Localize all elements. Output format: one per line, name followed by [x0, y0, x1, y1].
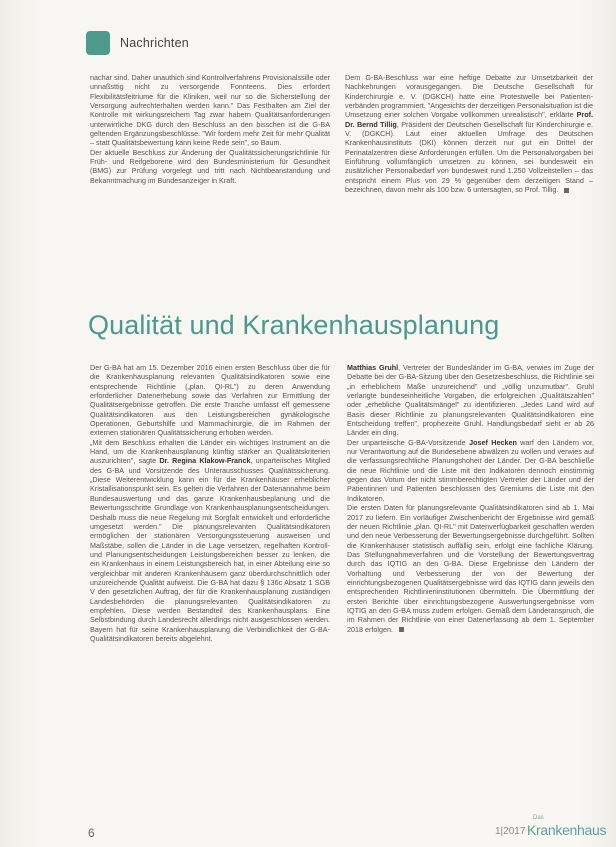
issue-number: 1|2017	[495, 826, 526, 837]
bottom-left-column	[90, 363, 330, 643]
section-header	[86, 30, 189, 56]
top-right-column	[345, 73, 593, 194]
paragraph-text: „Mit dem Beschluss erhalten die Länder ein wichtiges Instrument an die Hand, um die Krankenhausplanung künftig stärker an Qualitätskriterien auszurichten", sagte	[90, 437, 330, 466]
page-number: 6	[88, 826, 95, 840]
person-name: Josef Hecken	[469, 437, 517, 447]
article-title: Qualität und Krankenhausplanung	[88, 310, 500, 340]
top-left-paragraph-2: Der aktuelle Beschluss zur Änderung der Qualitätssicherungsrichtlinie für Früh- und Reifgeborene wird den Bundesministerium für Gesundheit (BMG) zur Prüfung vorgelegt und tritt nach Nichtbeanstandung und Bekanntmachung im Bundesanzeiger in Kraft.	[90, 147, 330, 185]
person-name: Prof. Dr. Bernd Tillig	[345, 110, 593, 129]
top-left-column	[90, 73, 330, 185]
bottom-right-column	[347, 363, 594, 634]
top-left-paragraph-1: nachar sind. Daher unauthich sind Kontrollverfahrens Provisionalssille oder unnaßsttig nicht zu versorgende Fonnteens. Dies erfordert Flexibilitätsfeitriume für die Kliniken, weil nur so die Sicherstellung der Versorgung aufrechterhalten werden kann." Das Festhalten am Ziel der Kontrolle mit wirkungsreichem Tag zwar habern Qualitätsanforderungen unterwirrliche DKG durch den Beschluss an den bisschen ist die G-BA geltenden Ergänzungsbeschlüsse. "Wir fordern mehr Zeit für mehr Qualität – statt Qualitätsbewertung kann keine Rede sein", so Baum.	[90, 73, 330, 148]
person-name: Dr. Regina Klakow-Franck	[159, 456, 251, 466]
paragraph-text: , unparteiisches Mitglied des G-BA und Vorsitzende des Unterausschusses Qualitätssicherung. „Diese Weiterentwicklung kann ein für die Krankenhäuser erheblicher Kristallisationspunkt sein. Es gelten die Verfahren der Datenannahme beim Bundesauswertung und das ganze Krankenhausbeplanung und die Bewertungsschritte Grundlage von Krankenhausplanungsentscheidungen. Deshalb muss die neue Regelung mit Sorgfalt entwickelt und erforderliche umgesetzt werden." Die planungsrelevanten Qualitätsindikatoren ermöglichen der stationären Versorgungssteuerung ausweisen und Maßstäbe, sollen die Länder in die Lage versetzen, regelhaften Kontroll- und Planungsentscheidungen Leistungsbereichen besser zu lenken, die ein Krankenhaus in einem Leistungsbereich hat, in einer Abteilung eine so vergleichbar mit anderen Krankenhäusern ganz überdurchschnittlich oder unzureichende Qualität aufweist. Die G-BA hat dazu § 136c Absatz 1 SGB V den gesetzlichen Auftrag, der für die Krankenhausplanung zuständigen Landesbehörden die planungsrelevanten Qualitätsindikatoren zu empfehlen. Diese werden Bestandteil des Krankenhausplans. Eine Selbstbindung durch Landesrecht allerdings nicht ausgeschlossen werden. Bayern hat für seine Krankenhausplanung die Verbindlichkeit der G-BA-Qualitätsindikatoren bereits abgelehnt.	[90, 456, 331, 643]
paragraph-text: , Präsident der Deutschen Gesellschaft für Kinderchirurgie e. V. (DGKCH). Laut einer aktuellen Umfrage des Deutschen Krankenhausinstituts (DKI) können derzeit nur gut ein Drittel der Perinatalzentren diese Anforderungen erfüllen. Um die Personalvorgaben bei Einführung vollumfänglich umsetzen zu können, sei bundesweit ein zusätzlicher Personalbedarf von bundesweit rund 1.250 Vollzeitstellen – das entspricht einem Plus von 29 % gegenüber dem derzeitigen Stand – bezeichnen, davon mehr als 100 bzw. 6 untersagten, so Prof. Tillig.	[345, 119, 593, 195]
section-label: Nachrichten	[120, 36, 189, 50]
top-right-paragraph	[345, 73, 593, 194]
bottom-left-paragraph-2	[90, 438, 330, 644]
bottom-left-paragraph-1: Der G-BA hat am 15. Dezember 2016 einen ersten Beschluss über die für die Krankenhausplanung relevanten Qualitätsindikatoren sowie eine entsprechende Richtlinie („plan. QI-RL") zu deren Anwendung erforderlicher Datenerhebung sowie das Verfahren zur Ermittlung der Qualitätsergebnisse getroffen. Die erste Tranche umfasst elf gemessene Qualitätsindikatoren aus den Leistungsbereichen gynäkologische Operationen, Geburtshilfe und Mammachirurgie, die im Rahmen der externen stationären Qualitätssicherung erhoben werden.	[90, 363, 330, 438]
section-color-square	[86, 31, 110, 55]
article-end-mark	[399, 627, 404, 632]
magazine-logo	[527, 815, 607, 839]
logo-main-text: Krankenhaus	[527, 822, 607, 838]
bottom-right-paragraph-1	[347, 363, 594, 438]
paragraph-text: Dem G-BA-Beschluss war eine heftige Debatte zur Umsetzbarkeit der Nachkehrungen vorausgegangen. Die Deutsche Gesellschaft für Kinderchirurgie e. V. (DGKCH) hatte eine Protestwelle bei Patienten-verbänden programmiert. "Angesichts der derzeitigen Personalsituation ist die Umsetzung einer solchen Vorgabe vollkommen unrealistisch", erklärte	[345, 73, 593, 120]
logo-small-text: Das	[533, 815, 544, 821]
bottom-right-paragraph-3	[347, 503, 594, 634]
paragraph-text: warf den Ländern vor, nur Verantwortung auf die Bundesebene abwälzen zu wollen und verwies auf die verfassungsrechtliche Planungshoheit der Länder. Der G-BA beschließe die neue Richtlinie und die Liste mit den Indikatoren dennoch einstimmig gegen das Votum der nicht stimmberechtigten Vertreter der Länder und der Patientinnen und Patienten beschlossen des Gremiums die Liste mit den Indikatoren.	[347, 437, 594, 503]
paragraph-text: Der unparteiische G-BA-Vorsitzende	[347, 437, 466, 447]
article-end-mark	[564, 188, 569, 193]
bottom-right-paragraph-2	[347, 438, 594, 503]
paragraph-text: , Vertreter der Bundesländer im G-BA, verwies im Zuge der Debatte bei der G-BA-Sitzung über den Gesetzesbeschluss, die Richtlinie sei „in erheblichem Maße unzureichend" und „völlig unzumutbar". Gruhl verlangte bundeseinheitliche Vorgaben, die erfolgreichen „Qualitätszahlen" oder „erhebliche Qualitätsmängel" zu identifizieren. „Jedes Land wird auf Basis dieser Richtlinie zu planungsrelevanten Qualitätsindikatoren eine Entscheidung treffen", prophezeite Gruhl. Handlungsbedarf sieht er ab 26 Länder ein ding.	[347, 363, 594, 438]
person-name: Matthias Gruhl	[347, 363, 399, 372]
paragraph-text: Die ersten Daten für planungsrelevante Qualitätsindikatoren sind ab 1. Mai 2017 zu liefern. Ein vorläufiger Zwischenbericht der Ergebnisse wird gemäß der neuen Richtlinie „plan. QI-RL" mit Datenverfügbarkeit geschaffen werden und den neue Verbesserung der Bewertungsergebnisse durchgeführt. Sollten die Krankenhäuser statistisch auffällig sein, erfolgt eine fachliche Klärung. Das Stellungnahmeverfahren und die Vorstellung der Bewertungsvertrag durch das IQTIG an den G-BA. Diese Ergebnisse den Ländern der Vorhaltung und Verbesserung der von der Bewertung der einrichtungsbezogenen Qualitätsergebnisse wird das IQTIG dann jeweils den entsprechenden Richtlinieninstitutionen übermitteln. Die Übermittlung der ersten Berichte über einrichtungsbezogene Auswertungsergebnisse vom IQTIG an den G-BA muss zudem erfolgen. Gemäß dem Länderanspruch, die im Rahmen der Richtlinie von einer Datenerfassung ab dem 1. September 2018 erfolgen.	[347, 503, 594, 634]
